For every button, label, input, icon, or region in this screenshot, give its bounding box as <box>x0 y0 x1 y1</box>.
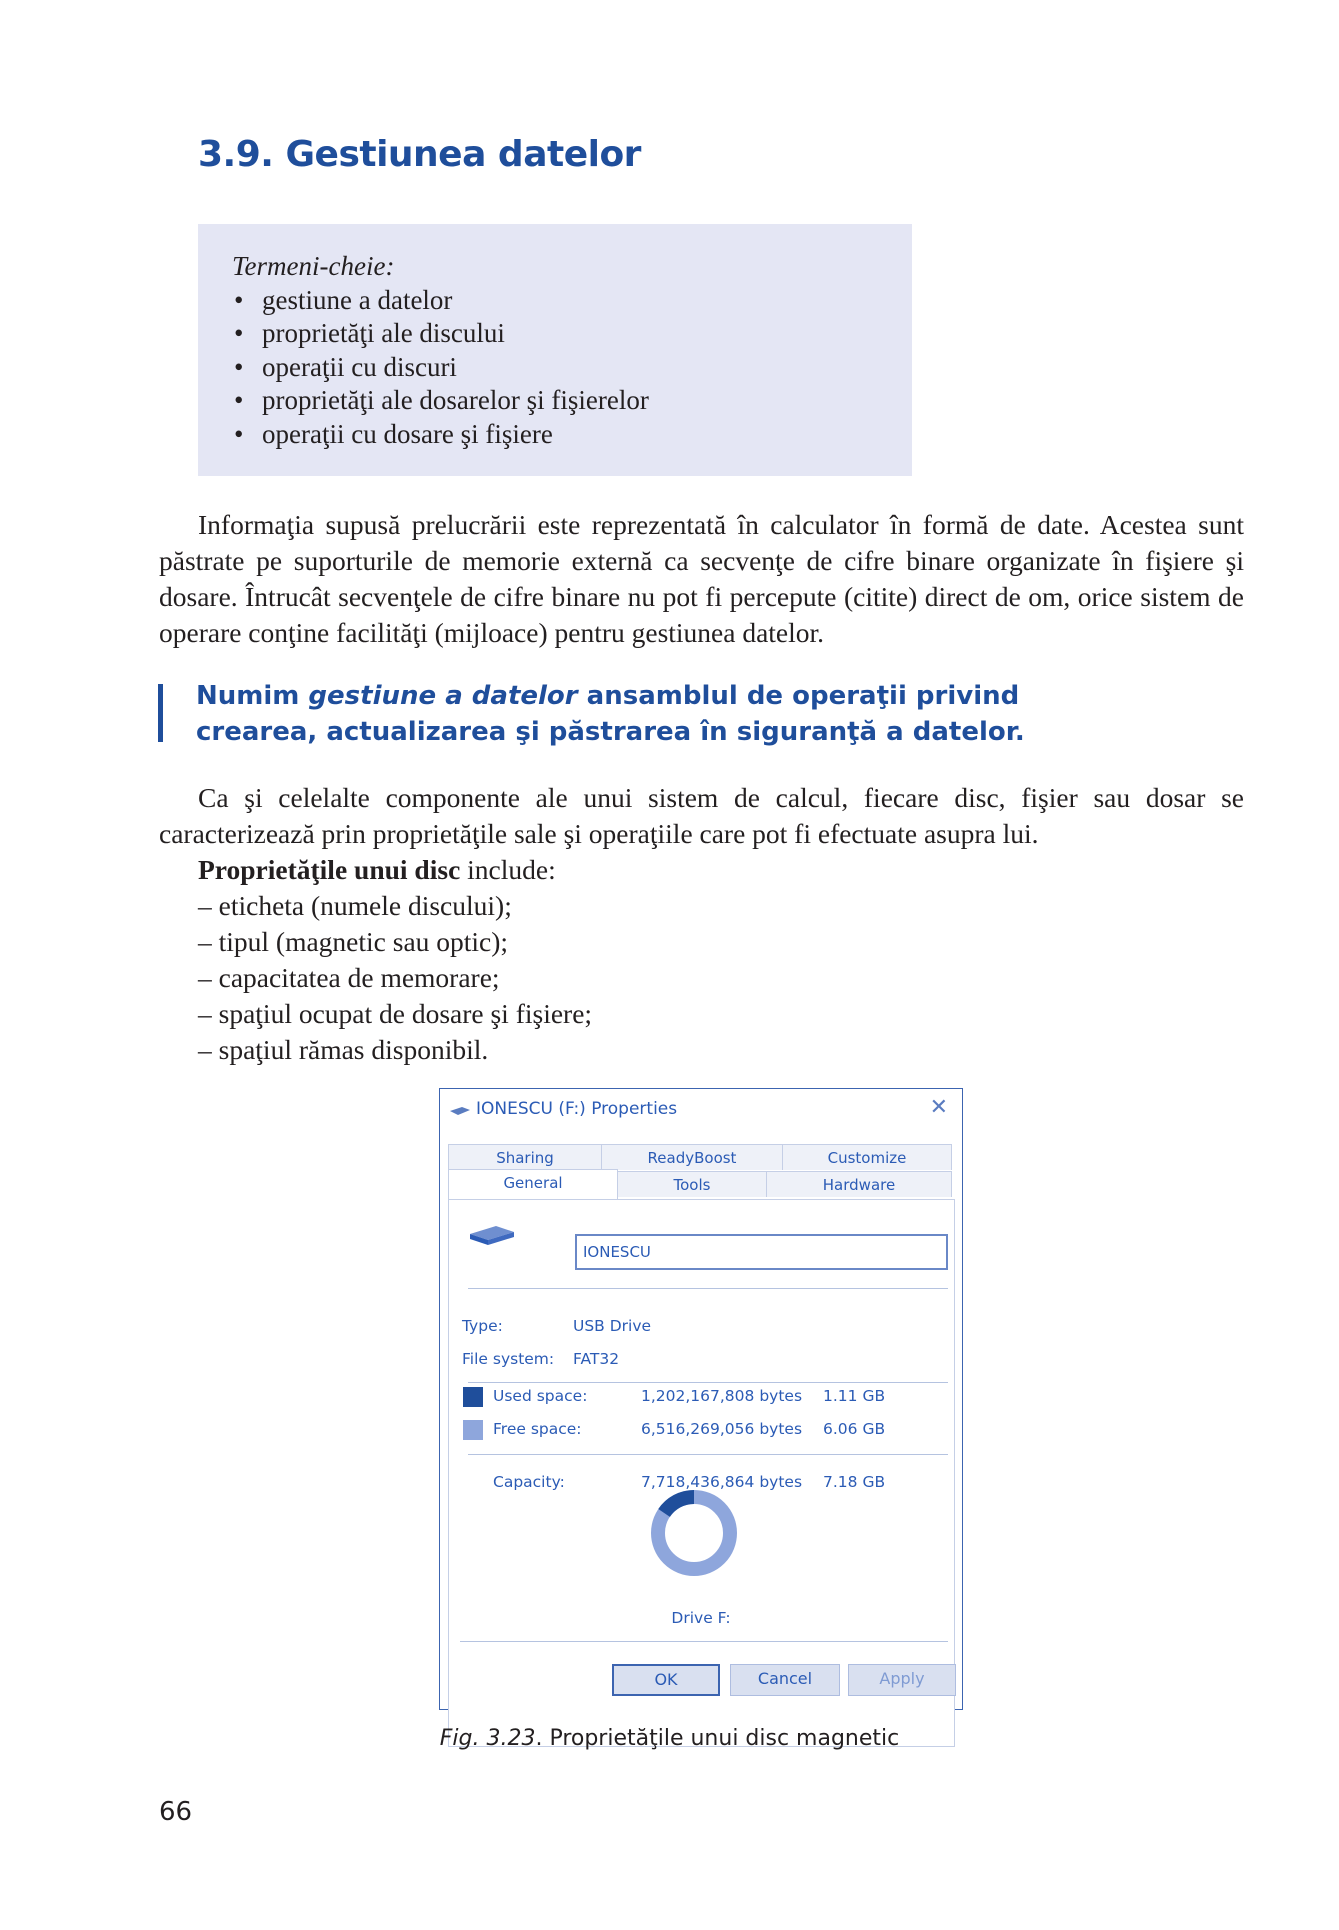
definition-after: ansamblul de operaţii privind crearea, actualizarea şi păstrarea în siguranţă a datelor. <box>196 681 1025 747</box>
divider <box>460 1641 948 1642</box>
page-number: 66 <box>159 1797 193 1827</box>
definition-term: gestiune a datelor <box>308 681 578 711</box>
key-term-item: • proprietăţi ale dosarelor şi fişierelor <box>232 384 912 418</box>
drive-label: Drive F: <box>671 1609 731 1627</box>
definition-before: Numim <box>196 681 309 711</box>
drive-name-input[interactable]: IONESCU <box>575 1234 948 1270</box>
divider <box>468 1382 948 1383</box>
free-space-label: Free space: <box>493 1420 582 1438</box>
list-item: – tipul (magnetic sau optic); <box>198 926 509 957</box>
disk-properties-lead-bold: Proprietăţile unui disc <box>198 854 461 885</box>
list-item: – eticheta (numele discului); <box>198 890 512 921</box>
tab-hardware[interactable]: Hardware <box>766 1171 952 1197</box>
disk-properties-lead <box>198 852 1098 888</box>
used-space-swatch <box>463 1387 483 1407</box>
tab-row-bottom <box>448 1171 952 1197</box>
list-item: – capacitatea de memorare; <box>198 962 500 993</box>
key-term-item: • gestiune a datelor <box>232 284 912 318</box>
apply-button[interactable]: Apply <box>848 1664 956 1696</box>
properties-paragraph <box>159 780 1244 852</box>
free-space-swatch <box>463 1420 483 1440</box>
used-space-bytes: 1,202,167,808 bytes <box>641 1387 803 1405</box>
divider <box>468 1454 948 1455</box>
type-label: Type: <box>462 1317 503 1335</box>
cancel-button[interactable]: Cancel <box>730 1664 840 1696</box>
file-system-value: FAT32 <box>573 1350 620 1368</box>
used-space-arc <box>664 1497 694 1513</box>
tab-readyboost[interactable]: ReadyBoost <box>601 1144 783 1170</box>
free-space-bytes: 6,516,269,056 bytes <box>641 1420 803 1438</box>
definition-bar <box>158 684 163 742</box>
figure-caption <box>0 1726 1339 1751</box>
used-space-label: Used space: <box>493 1387 588 1405</box>
disk-properties-list <box>198 852 1098 1068</box>
drive-icon <box>470 1224 514 1246</box>
disk-properties-lead-rest: include: <box>460 854 556 885</box>
key-term-item: • operaţii cu dosare şi fişiere <box>232 418 912 452</box>
key-term-item: • operaţii cu discuri <box>232 351 912 385</box>
divider <box>468 1288 948 1289</box>
key-terms-box <box>198 224 912 476</box>
properties-dialog <box>439 1088 963 1710</box>
dialog-title: IONESCU (F:) Properties <box>476 1099 678 1119</box>
key-terms-list <box>232 284 912 452</box>
key-term-item: • proprietăţi ale discului <box>232 317 912 351</box>
figure-number: Fig. 3.23 <box>439 1726 536 1751</box>
tab-tools[interactable]: Tools <box>617 1171 767 1197</box>
close-icon[interactable]: ✕ <box>929 1095 948 1120</box>
list-item: – spaţiul ocupat de dosare şi fişiere; <box>198 998 593 1029</box>
tab-row-top <box>448 1144 952 1170</box>
free-space-gb: 6.06 GB <box>823 1420 886 1438</box>
ok-button[interactable]: OK <box>612 1664 720 1696</box>
list-item: – spaţiul rămas disponibil. <box>198 1034 489 1065</box>
key-terms-title: Termeni-cheie: <box>232 251 395 281</box>
capacity-bytes: 7,718,436,864 bytes <box>641 1473 803 1491</box>
capacity-gb: 7.18 GB <box>823 1473 886 1491</box>
properties-paragraph-text: Ca şi celelalte componente ale unui sistem de calcul, fiecare disc, fişier sau dosar se caracterizează prin proprietăţile sale şi operaţiile care pot fi efectuate asupra lui. <box>159 782 1244 849</box>
used-space-gb: 1.11 GB <box>823 1387 886 1405</box>
intro-paragraph-text: Informaţia supusă prelucrării este reprezentată în calculator în formă de date. Acestea sunt păstrate pe suporturile de memorie externă ca secvenţe de cifre binare organizate în fişiere şi dosare. Întrucât secvenţele de cifre binare nu pot fi percepute (citite) direct de om, orice sistem de operare conţine facilităţi (mijloace) pentru gestiunea datelor. <box>159 509 1244 648</box>
tab-general[interactable]: General <box>448 1169 618 1199</box>
usage-donut-chart <box>650 1489 738 1577</box>
capacity-label: Capacity: <box>493 1473 565 1491</box>
tab-customize[interactable]: Customize <box>782 1144 952 1170</box>
section-title: 3.9. Gestiunea datelor <box>198 134 641 175</box>
definition <box>196 678 1146 750</box>
intro-paragraph <box>159 507 1244 651</box>
tab-sharing[interactable]: Sharing <box>448 1144 602 1170</box>
file-system-label: File system: <box>462 1350 555 1368</box>
usb-drive-icon <box>450 1107 470 1115</box>
type-value: USB Drive <box>573 1317 652 1335</box>
figure-caption-text: . Proprietăţile unui disc magnetic <box>535 1726 900 1751</box>
